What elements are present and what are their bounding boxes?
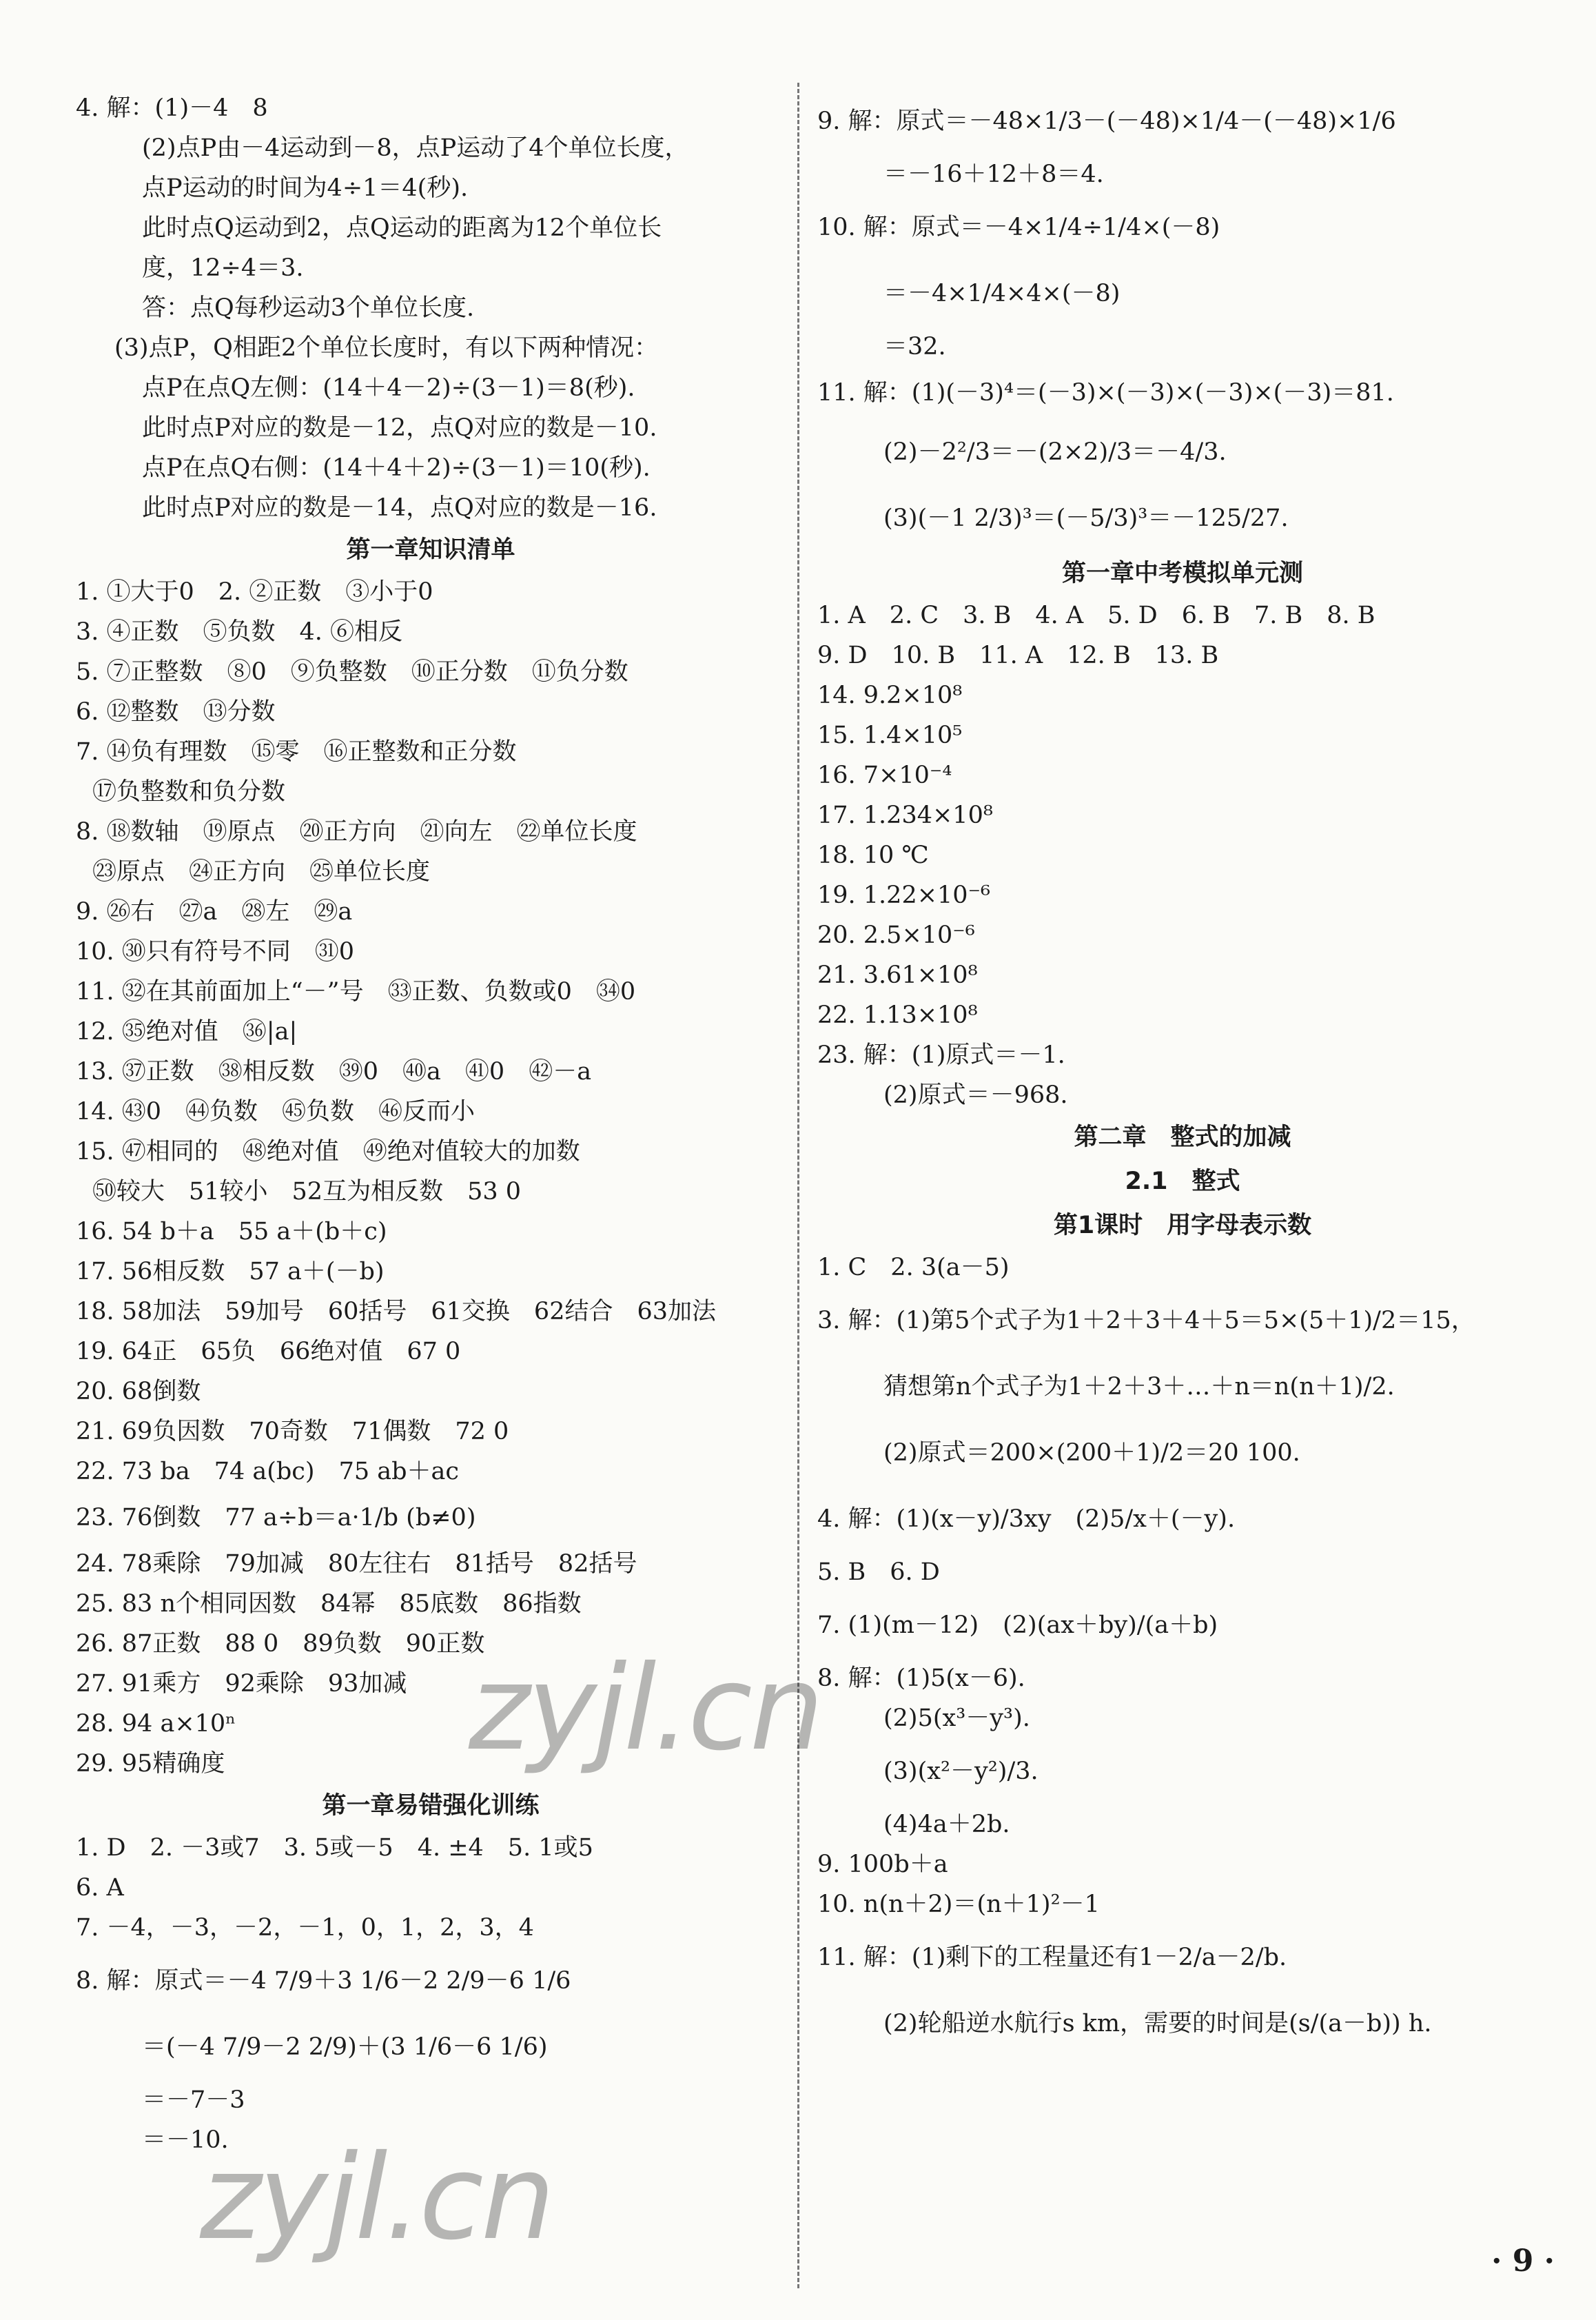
answer-line: (3)(x²－y²)/3.: [883, 1758, 1039, 1785]
answer-line: 1. C 2. 3(a－5): [817, 1254, 1010, 1281]
answer-line: 11. 解：(1)剩下的工程量还有1－2/a－2/b.: [817, 1944, 1287, 1971]
left-column: [76, 88, 786, 2160]
answer-line: 14. ㊸0 ㊹负数 ㊺负数 ㊻反而小: [76, 1098, 475, 1126]
answer-line: 20. 68倒数: [76, 1378, 201, 1405]
answer-line: 26. 87正数 88 0 89负数 90正数: [76, 1630, 485, 1658]
answer-line: 4. 解：(1)－4 8: [76, 94, 268, 122]
answer-line: 4. 解：(1)(x－y)/3xy (2)5/x＋(－y).: [817, 1505, 1236, 1533]
answer-line: 22. 1.13×10⁸: [817, 1001, 978, 1029]
answer-line: 17. 1.234×10⁸: [817, 802, 993, 829]
answer-line: 9. 100b＋a: [817, 1851, 948, 1878]
answer-line: 8. 解：(1)5(x－6).: [817, 1665, 1025, 1692]
answer-line: 6. ⑫整数 ⑬分数: [76, 698, 276, 726]
answer-line: (2)5(x³－y³).: [883, 1705, 1030, 1732]
answer-line: 11. 解：(1)(－3)⁴＝(－3)×(－3)×(－3)×(－3)＝81.: [817, 379, 1394, 407]
answer-line: 1. A 2. C 3. B 4. A 5. D 6. B 7. B 8. B: [817, 602, 1375, 629]
right-column: [817, 88, 1548, 2057]
answer-line: 12. ㉟绝对值 ㊱|a|: [76, 1018, 298, 1046]
answer-line: 猜想第n个式子为1＋2＋3＋…＋n＝n(n＋1)/2.: [883, 1373, 1395, 1401]
answer-line: (3)(－1 2/3)³＝(－5/3)³＝－125/27.: [883, 505, 1289, 532]
answer-line: 10. ㉚只有符号不同 ㉛0: [76, 938, 355, 966]
answer-line: 15. ㊼相同的 ㊽绝对值 ㊾绝对值较大的加数: [76, 1138, 580, 1166]
answer-line: 答：点Q每秒运动3个单位长度.: [142, 294, 475, 322]
answer-line: (2)点P由－4运动到－8，点P运动了4个单位长度，: [142, 134, 689, 162]
answer-line: 10. 解：原式＝－4×1/4÷1/4×(－8): [817, 214, 1220, 241]
answer-line: 此时点Q运动到2，点Q运动的距离为12个单位长: [142, 214, 662, 242]
answer-line: 11. ㉜在其前面加上“－”号 ㉝正数、负数或0 ㉞0: [76, 978, 636, 1006]
answer-line: 23. 76倒数 77 a÷b＝a·1/b (b≠0): [76, 1504, 476, 1532]
answer-line: 23. 解：(1)原式＝－1.: [817, 1041, 1065, 1069]
answer-line: 17. 56相反数 57 a＋(－b): [76, 1258, 385, 1285]
answer-line: 点P在点Q右侧：(14＋4＋2)÷(3－1)＝10(秒).: [142, 454, 651, 482]
answer-line: 7. －4，－3，－2，－1，0，1，2，3，4: [76, 1914, 534, 1942]
answer-line: (4)4a＋2b.: [883, 1811, 1010, 1838]
answer-line: 1. D 2. －3或7 3. 5或－5 4. ±4 5. 1或5: [76, 1834, 593, 1862]
answer-line: 点P运动的时间为4÷1＝4(秒).: [142, 174, 469, 202]
answer-line: 此时点P对应的数是－12，点Q对应的数是－10.: [142, 414, 657, 442]
watermark: zyjl.cn: [469, 1640, 821, 1777]
answer-line: 16. 54 b＋a 55 a＋(b＋c): [76, 1218, 387, 1245]
answer-line: ＝－16＋12＋8＝4.: [883, 161, 1104, 188]
answer-line: 9. 解：原式＝－48×1/3－(－48)×1/4－(－48)×1/6: [817, 108, 1396, 135]
answer-line: 18. 58加法 59加号 60括号 61交换 62结合 63加法: [76, 1298, 717, 1325]
answer-line: 6. A: [76, 1874, 124, 1902]
answer-line: 7. ⑭负有理数 ⑮零 ⑯正整数和正分数: [76, 738, 517, 766]
answer-line: ＝－7－3: [142, 2086, 245, 2114]
answer-line: 21. 69负因数 70奇数 71偶数 72 0: [76, 1418, 509, 1445]
answer-line: 29. 95精确度: [76, 1750, 225, 1778]
answer-line: ＝－4×1/4×4×(－8): [883, 280, 1121, 307]
answer-line: 8. 解：原式＝－4 7/9＋3 1/6－2 2/9－6 1/6: [76, 1967, 571, 1995]
answer-line: 14. 9.2×10⁸: [817, 682, 963, 709]
answer-line: 16. 7×10⁻⁴: [817, 762, 952, 789]
section-heading: 第1课时 用字母表示数: [1053, 1212, 1312, 1239]
answer-line: (2)－2²/3＝－(2×2)/3＝－4/3.: [883, 438, 1227, 466]
answer-line: 度，12÷4＝3.: [142, 254, 304, 282]
section-heading: 2.1 整式: [1125, 1168, 1240, 1195]
answer-line: 27. 91乘方 92乘除 93加减: [76, 1670, 407, 1698]
answer-line: 25. 83 n个相同因数 84幂 85底数 86指数: [76, 1590, 582, 1618]
answer-line: 5. B 6. D: [817, 1558, 940, 1586]
answer-line: (2)原式＝200×(200＋1)/2＝20 100.: [883, 1439, 1300, 1467]
answer-line: ＝32.: [883, 333, 946, 360]
answer-line: 13. ㊲正数 ㊳相反数 ㊴0 ㊵a ㊶0 ㊷－a: [76, 1058, 592, 1086]
page-number: · 9 ·: [1491, 2243, 1555, 2279]
answer-line: (3)点P，Q相距2个单位长度时，有以下两种情况：: [114, 334, 659, 362]
answer-line: 10. n(n＋2)＝(n＋1)²－1: [817, 1891, 1100, 1918]
answer-line: ㉓原点 ㉔正方向 ㉕单位长度: [92, 858, 431, 886]
section-heading: 第二章 整式的加减: [1074, 1123, 1291, 1151]
answer-line: 19. 64正 65负 66绝对值 67 0: [76, 1338, 461, 1365]
answer-line: 3. 解：(1)第5个式子为1＋2＋3＋4＋5＝5×(5＋1)/2＝15，: [817, 1307, 1475, 1334]
answer-line: 3. ④正数 ⑤负数 4. ⑥相反: [76, 618, 403, 646]
answer-line: 9. D 10. B 11. A 12. B 13. B: [817, 642, 1219, 669]
answer-line: 15. 1.4×10⁵: [817, 722, 963, 749]
answer-line: 点P在点Q左侧：(14＋4－2)÷(3－1)＝8(秒).: [142, 374, 635, 402]
answer-line: 1. ①大于0 2. ②正数 ③小于0: [76, 578, 433, 606]
answer-line: 19. 1.22×10⁻⁶: [817, 882, 991, 909]
answer-line: (2)轮船逆水航行s km，需要的时间是(s/(a－b)) h.: [883, 2010, 1432, 2037]
answer-line: 此时点P对应的数是－14，点Q对应的数是－16.: [142, 494, 657, 522]
answer-line: 22. 73 ba 74 a(bc) 75 ab＋ac: [76, 1458, 459, 1485]
answer-line: 18. 10 ℃: [817, 842, 929, 869]
column-divider: [797, 83, 799, 2288]
answer-line: ＝(－4 7/9－2 2/9)＋(3 1/6－6 1/6): [142, 2033, 548, 2061]
watermark: zyjl.cn: [200, 2130, 553, 2266]
answer-line: (2)原式＝－968.: [883, 1081, 1068, 1109]
section-heading: 第一章易错强化训练: [322, 1792, 540, 1820]
answer-line: ㊿较大 51较小 52互为相反数 53 0: [92, 1178, 522, 1205]
answer-line: 21. 3.61×10⁸: [817, 961, 978, 989]
answer-line: 24. 78乘除 79加减 80左往右 81括号 82括号: [76, 1550, 637, 1578]
answer-line: ⑰负整数和负分数: [92, 778, 286, 806]
section-heading: 第一章中考模拟单元测: [1061, 560, 1303, 587]
answer-line: 20. 2.5×10⁻⁶: [817, 922, 975, 949]
answer-line: 5. ⑦正整数 ⑧0 ⑨负整数 ⑩正分数 ⑪负分数: [76, 658, 628, 686]
section-heading: 第一章知识清单: [346, 536, 515, 564]
answer-line: 8. ⑱数轴 ⑲原点 ⑳正方向 ㉑向左 ㉒单位长度: [76, 818, 637, 846]
answer-line: 28. 94 a×10ⁿ: [76, 1710, 236, 1738]
answer-line: ＝－10.: [142, 2126, 229, 2154]
answer-line: 9. ㉖右 ㉗a ㉘左 ㉙a: [76, 898, 353, 926]
answer-line: 7. (1)(m－12) (2)(ax＋by)/(a＋b): [817, 1611, 1218, 1639]
